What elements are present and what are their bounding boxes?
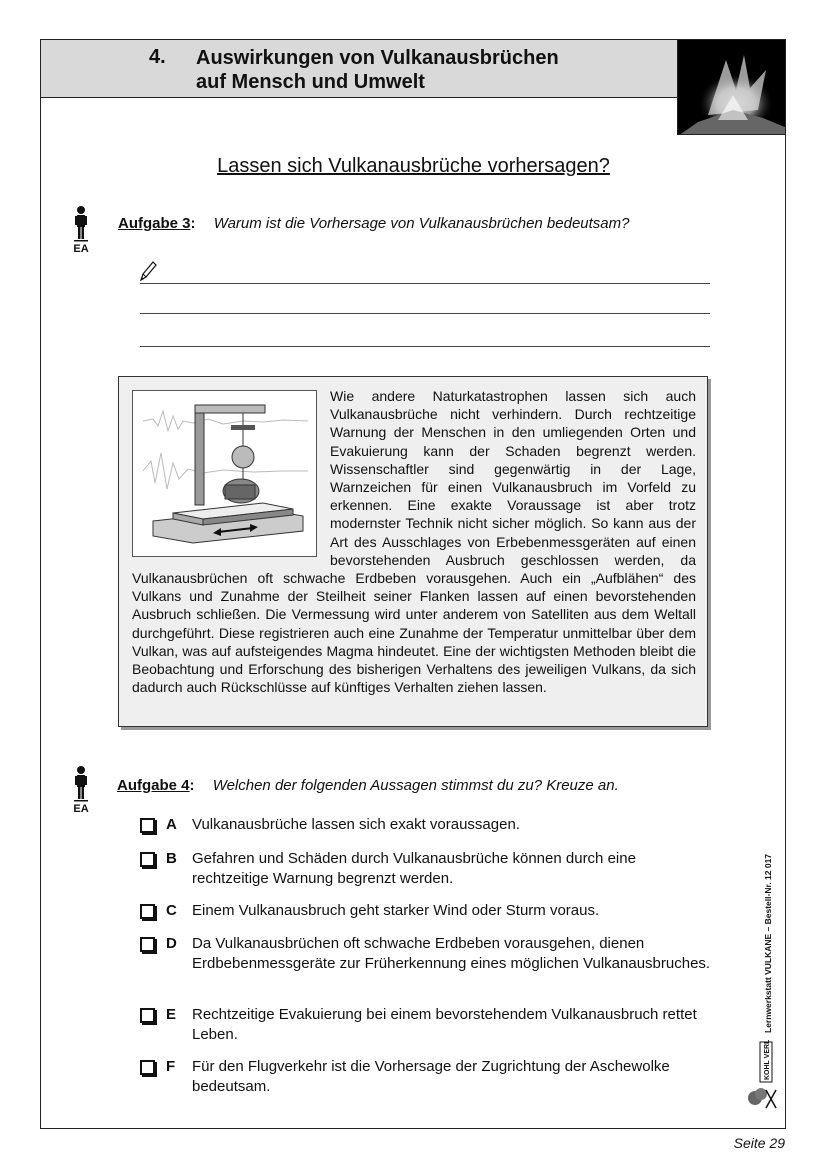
task4-label: Aufgabe 4 [117, 777, 190, 794]
task3-question: Warum ist die Vorhersage von Vulkanausbrüchen bedeutsam? [213, 215, 630, 232]
checkbox-e[interactable] [140, 1008, 155, 1023]
logo-text: KOHL VERLAG [764, 1040, 771, 1080]
option-letter: B [166, 850, 177, 867]
answer-line-1[interactable] [140, 283, 710, 284]
student-icon [73, 765, 89, 803]
option-letter: C [166, 902, 177, 919]
option-letter: A [166, 816, 177, 833]
option-text: Für den Flugverkehr ist die Vorhersage der Zugrichtung der Aschewolke bedeutsam. [192, 1058, 670, 1095]
answer-line-3[interactable] [140, 346, 710, 347]
option-text: Rechtzeitige Evakuierung bei einem bevorstehendem Vulkanausbruch rettet Leben. [192, 1006, 697, 1043]
chapter-title [196, 46, 559, 94]
ea-marker-task3 [70, 205, 92, 255]
publisher-logo [746, 1040, 780, 1117]
checkbox-c[interactable] [140, 904, 155, 919]
task4: Aufgabe 4: Welchen der folgenden Aussagen stimmst du zu? Kreuze an. [117, 777, 619, 794]
checkbox-a[interactable] [140, 818, 155, 833]
answer-line-2[interactable] [140, 313, 710, 314]
checkbox-b[interactable] [140, 852, 155, 867]
ea-marker-task4 [70, 765, 92, 815]
student-icon [73, 205, 89, 243]
chapter-header [40, 39, 678, 98]
info-text-block [132, 387, 696, 696]
ea-label: EA [73, 803, 89, 815]
info-box [118, 376, 708, 727]
option-text: Da Vulkanausbrüchen oft schwache Erdbeben vorausgehen, dienen Erdbebenmessgeräte zur Früherkennung eines möglichen Vulkanausbruches. [192, 935, 711, 972]
page-number: Seite 29 [733, 1135, 785, 1151]
pencil-icon [139, 260, 157, 282]
chapter-number: 4. [149, 46, 166, 68]
option-letter: E [166, 1006, 177, 1023]
task3-label: Aufgabe 3 [118, 215, 191, 232]
ea-label: EA [73, 243, 89, 255]
option-text: Gefahren und Schäden durch Vulkanausbrüche können durch eine rechtzeitige Warnung begrenzt werden. [192, 850, 636, 887]
task4-question: Welchen der folgenden Aussagen stimmst du zu? Kreuze an. [212, 777, 619, 794]
series-label: Lernwerkstatt VULKANE – Bestell-Nr. 12 017 [763, 853, 773, 1033]
option-letter: F [166, 1058, 176, 1075]
option-text: Vulkanausbrüche lassen sich exakt voraussagen. [192, 816, 520, 833]
checkbox-f[interactable] [140, 1060, 155, 1075]
info-text: Wie andere Naturkatastrophen lassen sich auch Vulkanausbrüche nicht verhindern. Durch rechtzeitige Warnung der Menschen in den umliegenden Orten und Evakuierung kann der Schaden begrenzt werden. Wissenschaftler sind gegenwärtig in der Lage, Warnzeichen für einen Vulkanausbruch im Vorfeld zu erkennen. Eine exakte Voraussage ist aber trotz modernster Technik nicht sicher möglich. So kann aus der Art des Ausschlages von Erbebenmessgeräten auf einen bevorstehenden Ausbruch geschlossen werden, da Vulkanausbrüchen oft schwache Erdbeben vorausgehen. Auch ein „Aufblähen“ des Vulkans und Zunahme der Steilheit seiner Flanken lassen auf einen bevorstehenden Ausbruch schließen. Die Vermessung wird unter anderem von Satelliten aus dem Weltall durchgeführt. Diese registrieren auch eine Zunahme der Temperatur unmittelbar über dem Vulkan, was auf aufsteigendes Magma hindeutet. Eine der wichtigsten Methoden bleibt die Beobachtung und Erforschung des bisherigen Verhaltens des jeweiligen Vulkans, da sich dadurch auch Rückschlüsse auf künftiges Verhalten ziehen lassen. [132, 388, 696, 696]
checkbox-d[interactable] [140, 937, 155, 952]
page-headline: Lassen sich Vulkanausbrüche vorhersagen? [217, 155, 610, 177]
chapter-title-line1: Auswirkungen von Vulkanausbrüchen [196, 47, 559, 69]
volcano-eruption-photo [677, 39, 786, 135]
kohl-verlag-logo-icon [746, 1040, 780, 1112]
option-text: Einem Vulkanausbruch geht starker Wind oder Sturm voraus. [192, 902, 600, 919]
task3: Aufgabe 3: Warum ist die Vorhersage von Vulkanausbrüchen bedeutsam? [118, 215, 630, 232]
option-letter: D [166, 935, 177, 952]
chapter-title-line2: auf Mensch und Umwelt [196, 71, 425, 93]
